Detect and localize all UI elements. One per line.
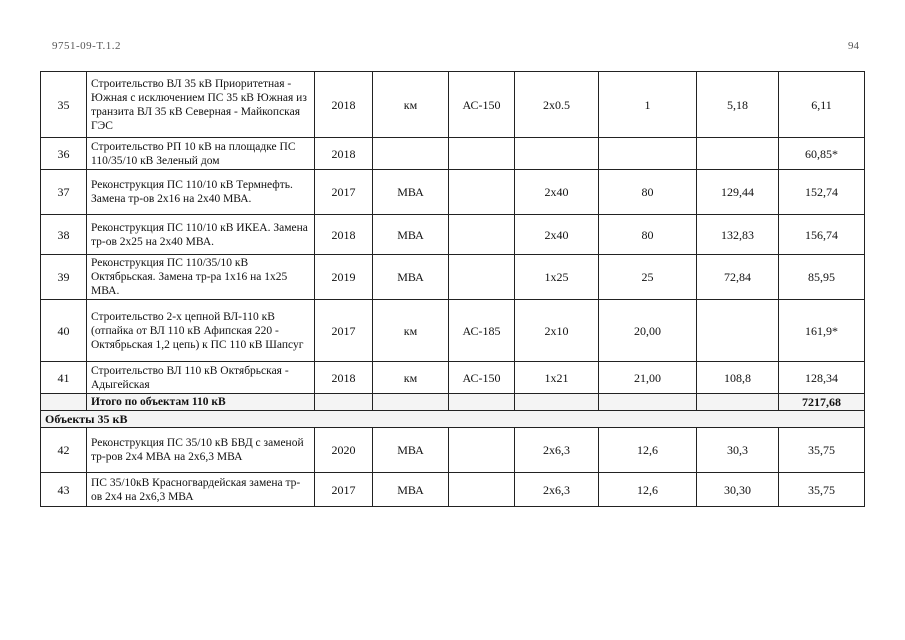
wire-cell: АС-185 [449,300,515,362]
price-b-cell: 35,75 [779,473,865,507]
row-number: 41 [41,362,87,394]
total-value: 7217,68 [779,394,865,411]
unit-cell: км [373,72,449,138]
config-cell: 2х6,3 [515,428,599,473]
table-row [41,473,865,507]
unit-cell: МВА [373,215,449,255]
object-name: ПС 35/10кВ Красногвардейская замена тр-ов 2х4 на 2х6,3 МВА [87,473,315,507]
config-cell: 2х40 [515,215,599,255]
price-a-cell [697,138,779,170]
object-name: Строительство РП 10 кВ на площадке ПС 110/35/10 кВ Зеленый дом [87,138,315,170]
quantity-cell: 80 [599,170,697,215]
price-a-cell: 132,83 [697,215,779,255]
price-b-cell: 60,85* [779,138,865,170]
price-a-cell: 30,3 [697,428,779,473]
year-cell: 2017 [315,300,373,362]
quantity-cell: 12,6 [599,473,697,507]
row-number: 37 [41,170,87,215]
total-blank-cell [373,394,449,411]
page-number: 94 [848,40,859,52]
wire-cell: АС-150 [449,72,515,138]
row-number: 42 [41,428,87,473]
object-name: Реконструкция ПС 110/10 кВ ИКЕА. Замена тр-ов 2х25 на 2х40 МВА. [87,215,315,255]
config-cell: 2х40 [515,170,599,215]
object-name: Строительство 2-х цепной ВЛ-110 кВ (отпайка от ВЛ 110 кВ Афипская 220 - Октябрьская 1,2 цепь) к ПС 110 кВ Шапсуг [87,300,315,362]
table-row [41,300,865,362]
config-cell [515,138,599,170]
table-row [41,138,865,170]
object-name: Реконструкция ПС 110/35/10 кВ Октябрьская. Замена тр-ра 1х16 на 1х25 МВА. [87,255,315,300]
unit-cell [373,138,449,170]
table-row [41,255,865,300]
year-cell: 2017 [315,473,373,507]
wire-cell [449,138,515,170]
price-a-cell: 5,18 [697,72,779,138]
row-number: 35 [41,72,87,138]
price-a-cell: 129,44 [697,170,779,215]
price-a-cell: 108,8 [697,362,779,394]
table-row [41,170,865,215]
quantity-cell: 20,00 [599,300,697,362]
unit-cell: МВА [373,473,449,507]
table-row [41,215,865,255]
year-cell: 2017 [315,170,373,215]
total-row [41,394,865,411]
unit-cell: МВА [373,170,449,215]
unit-cell: км [373,300,449,362]
unit-cell: МВА [373,255,449,300]
quantity-cell: 80 [599,215,697,255]
total-blank-cell [41,394,87,411]
table-row [41,362,865,394]
config-cell: 1х25 [515,255,599,300]
quantity-cell: 25 [599,255,697,300]
price-a-cell: 72,84 [697,255,779,300]
wire-cell [449,428,515,473]
year-cell: 2020 [315,428,373,473]
price-b-cell: 6,11 [779,72,865,138]
price-b-cell: 152,74 [779,170,865,215]
wire-cell [449,215,515,255]
row-number: 39 [41,255,87,300]
year-cell: 2018 [315,138,373,170]
config-cell: 1х21 [515,362,599,394]
price-a-cell: 30,30 [697,473,779,507]
row-number: 36 [41,138,87,170]
row-number: 40 [41,300,87,362]
section-header-row [41,411,865,428]
year-cell: 2018 [315,72,373,138]
row-number: 43 [41,473,87,507]
object-name: Реконструкция ПС 110/10 кВ Термнефть. Замена тр-ов 2х16 на 2х40 МВА. [87,170,315,215]
total-blank-cell [599,394,697,411]
wire-cell: АС-150 [449,362,515,394]
config-cell: 2х10 [515,300,599,362]
total-blank-cell [515,394,599,411]
total-blank-cell [449,394,515,411]
quantity-cell [599,138,697,170]
price-b-cell: 35,75 [779,428,865,473]
quantity-cell: 12,6 [599,428,697,473]
config-cell: 2х0.5 [515,72,599,138]
section-title: Объекты 35 кВ [41,411,865,428]
total-blank-cell [315,394,373,411]
unit-cell: км [373,362,449,394]
quantity-cell: 1 [599,72,697,138]
wire-cell [449,473,515,507]
quantity-cell: 21,00 [599,362,697,394]
wire-cell [449,255,515,300]
cost-table [40,71,865,507]
price-b-cell: 156,74 [779,215,865,255]
wire-cell [449,170,515,215]
table-row [41,72,865,138]
config-cell: 2х6,3 [515,473,599,507]
table-row [41,428,865,473]
document-code: 9751-09-Т.1.2 [52,40,121,52]
object-name: Строительство ВЛ 35 кВ Приоритетная - Южная с исключением ПС 35 кВ Южная из транзита ВЛ 35 кВ Северная - Майкопская ГЭС [87,72,315,138]
price-b-cell: 128,34 [779,362,865,394]
unit-cell: МВА [373,428,449,473]
price-b-cell: 161,9* [779,300,865,362]
object-name: Реконструкция ПС 35/10 кВ БВД с заменой тр-ров 2х4 МВА на 2х6,3 МВА [87,428,315,473]
year-cell: 2018 [315,215,373,255]
year-cell: 2018 [315,362,373,394]
object-name: Строительство ВЛ 110 кВ Октябрьская - Адыгейская [87,362,315,394]
row-number: 38 [41,215,87,255]
price-b-cell: 85,95 [779,255,865,300]
price-a-cell [697,300,779,362]
total-label: Итого по объектам 110 кВ [87,394,315,411]
total-blank-cell [697,394,779,411]
year-cell: 2019 [315,255,373,300]
